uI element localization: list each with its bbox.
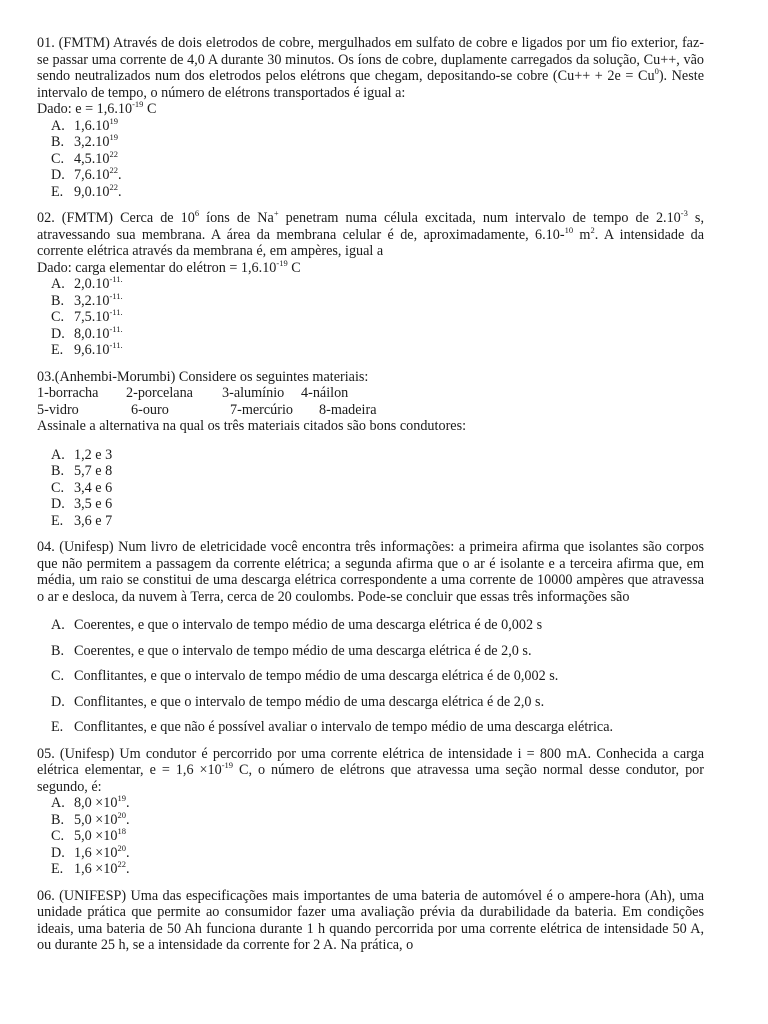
q5-option-d[interactable]: [51, 842, 704, 862]
option-letter: B.: [51, 811, 65, 828]
option-end: .: [117, 167, 122, 183]
material-item: 8-madeira: [319, 401, 377, 418]
q2-option-b[interactable]: [51, 290, 704, 310]
option-letter: E.: [51, 719, 64, 735]
option-text: 5,0 ×10: [74, 828, 118, 844]
q3-option-d[interactable]: [51, 496, 704, 513]
q2-text-2: íons de Na: [199, 210, 274, 226]
option-text: Coerentes, e que o intervalo de tempo médio de uma descarga elétrica é de 0,002 s: [74, 617, 543, 633]
option-letter: C.: [51, 309, 65, 325]
option-exponent: 19: [109, 115, 118, 126]
question-04-stem: 04. (Unifesp) Num livro de eletricidade você encontra três informações: a primeira afirma que isolantes são corpos que não permitem a passagem da corrente elétrica; a segunda afirma que o ar é isolante e a terceira afirma que, em média, um raio se constitui de uma descarga elétrica correspondente a uma corrente de 10000 ampères que atravessa o ar e desloca, da nuvem à Terra, cerca de 20 coulombs. Pode-se concluir que essas três informações são: [37, 539, 704, 605]
q4-option-d[interactable]: [51, 694, 704, 711]
option-letter: C.: [51, 828, 65, 844]
question-05-stem: [37, 746, 704, 796]
question-06-stem: 06. (UNIFESP) Uma das especificações mais importantes de uma bateria de automóvel é o ampere-hora (Ah), uma unidade prática que permite ao consumidor fazer uma avaliação prévia da durabilidade da bateria. Em condições ideais, uma bateria de 50 Ah funciona durante 1 h quando percorrida por uma corrente elétrica de intensidade 50 A, ou durante 25 h, se a intensidade da corrente for 2 A. Na prática, o: [37, 887, 704, 953]
option-text: 8,0 ×10: [74, 795, 118, 811]
q2-sup-3: -3: [680, 208, 688, 218]
question-01-options: [37, 115, 704, 201]
option-text: 1,2 e 3: [74, 446, 113, 463]
option-exponent: 22: [109, 165, 118, 175]
q2-text-5: m: [573, 226, 591, 243]
q2-option-e[interactable]: [51, 342, 704, 359]
option-exponent: -11.: [109, 290, 123, 301]
option-end: .: [117, 183, 122, 200]
q2-sup-1: 6: [194, 208, 200, 218]
option-text: 5,7 e 8: [74, 463, 113, 479]
q5-option-c[interactable]: [51, 828, 704, 845]
question-02-options: [37, 276, 704, 359]
q2-text-1: 02. (FMTM) Cerca de 10: [37, 210, 195, 226]
question-03-options: [37, 447, 704, 530]
option-text: 7,6.10: [74, 167, 110, 183]
q2-text-3: penetram numa célula excitada, num intervalo de tempo de 2.10: [278, 210, 681, 226]
option-text: 3,6 e 7: [74, 512, 113, 529]
material-item: 7-mercúrio: [230, 401, 294, 418]
q1-option-a[interactable]: [51, 115, 704, 135]
option-text: 9,0.10: [74, 183, 110, 200]
option-letter: B.: [51, 463, 65, 479]
option-letter: A.: [51, 617, 65, 633]
option-text: 5,0 ×10: [74, 811, 118, 828]
option-text: Conflitantes, e que o intervalo de tempo médio de uma descarga elétrica é de 2,0 s.: [74, 693, 545, 710]
q4-option-b[interactable]: [51, 643, 704, 660]
option-exponent: 20: [117, 842, 126, 853]
option-letter: D.: [51, 693, 65, 710]
option-letter: D.: [51, 496, 65, 512]
material-item: 3-alumínio: [222, 385, 285, 401]
q2-sup-4: 10: [564, 224, 574, 235]
q2-given-sup: -19: [276, 257, 288, 268]
option-end: .: [125, 861, 130, 877]
q4-option-a[interactable]: [51, 617, 704, 634]
q1-option-d[interactable]: [51, 167, 704, 184]
option-letter: C.: [51, 150, 65, 167]
q4-option-e[interactable]: [51, 719, 704, 736]
option-exponent: 19: [117, 793, 126, 803]
option-letter: C.: [51, 668, 65, 684]
option-exponent: -11.: [109, 274, 123, 284]
option-letter: A.: [51, 276, 65, 292]
q5-text-2: C, o número de elétrons que atravessa uma seção normal desse condutor, por segundo, é:: [37, 762, 704, 795]
option-letter: E.: [51, 342, 64, 358]
question-03-stem: 03.(Anhembi-Morumbi) Considere os seguintes materiais:: [37, 368, 369, 385]
document-page: [37, 35, 704, 964]
option-text: 7,5.10: [74, 309, 110, 325]
option-exponent: -11.: [109, 340, 123, 350]
option-text: 9,6.10: [74, 342, 110, 358]
option-text: 1,6 ×10: [74, 861, 118, 877]
option-exponent: -11.: [109, 323, 123, 334]
q3-option-a[interactable]: [51, 447, 704, 464]
question-02: [37, 210, 704, 359]
q1-text-a: 01. (FMTM) Através de dois eletrodos de cobre, mergulhados em sulfato de cobre e ligados por um fio exterior, faz-se passar uma corrente de 4,0 A durante 30 minutos. Os íons de cobre, duplamente carregados da solução, Cu++, vão sendo neutralizados num dos eletrodos pelos elétrons que chegam, depositando-se cobre (Cu++ + 2e = Cu: [37, 35, 704, 84]
option-letter: A.: [51, 117, 65, 134]
option-text: 1,6 ×10: [74, 844, 118, 861]
q5-option-a[interactable]: [51, 795, 704, 812]
q1-option-e[interactable]: [51, 181, 704, 201]
option-exponent: 22: [109, 148, 118, 159]
option-letter: E.: [51, 512, 64, 529]
q5-sup-1: -19: [221, 760, 234, 770]
q3-option-b[interactable]: [51, 463, 704, 480]
option-exponent: -11.: [109, 307, 123, 317]
question-01: [37, 35, 704, 200]
q1-option-b[interactable]: [51, 134, 704, 151]
question-06: [37, 888, 704, 954]
question-01-stem: [37, 35, 704, 101]
material-item: 5-vidro: [37, 401, 79, 418]
q5-text-1: 05. (Unifesp) Um condutor é percorrido por uma corrente elétrica de intensidade i = 800 mA. Conhecida a carga elétrica elementar, e = 1,6 ×10: [37, 745, 704, 778]
material-item: 4-náilon: [301, 385, 349, 401]
option-end: .: [125, 811, 130, 828]
question-02-given: [37, 257, 704, 277]
option-letter: D.: [51, 167, 65, 183]
question-04: [37, 539, 704, 736]
question-03-prompt: Assinale a alternativa na qual os três materiais citados são bons condutores:: [37, 418, 467, 434]
option-end: .: [125, 795, 130, 811]
q2-given-end: C: [287, 259, 301, 276]
option-text: 3,2.10: [74, 292, 110, 309]
q1-option-c[interactable]: [51, 148, 704, 168]
option-text: 3,2.10: [74, 134, 110, 150]
q2-sup-5: 2: [590, 224, 595, 235]
option-letter: A.: [51, 795, 65, 811]
option-letter: E.: [51, 183, 64, 200]
option-text: Coerentes, e que o intervalo de tempo médio de uma descarga elétrica é de 2,0 s.: [74, 642, 532, 659]
option-text: Conflitantes, e que o intervalo de tempo médio de uma descarga elétrica é de 0,002 s.: [74, 668, 559, 684]
option-exponent: 19: [109, 132, 118, 142]
option-exponent: 22: [109, 181, 118, 192]
option-end: .: [125, 844, 130, 861]
materials-row-2: [37, 402, 704, 419]
question-05-options: [37, 795, 704, 878]
option-exponent: 22: [117, 859, 126, 869]
option-text: 4,5.10: [74, 150, 110, 167]
q1-sup: 0: [654, 66, 659, 76]
q2-given-text: Dado: carga elementar do elétron = 1,6.10: [37, 259, 277, 276]
q2-text-4: s, atravessando sua membrana. A área da membrana celular é de, aproximadamente, 6.10-: [37, 210, 704, 243]
q5-option-e[interactable]: [51, 861, 704, 878]
q3-option-e[interactable]: [51, 513, 704, 530]
option-exponent: 20: [117, 809, 126, 820]
question-02-stem: [37, 210, 704, 260]
option-text: 8,0.10: [74, 325, 110, 342]
q2-option-a[interactable]: [51, 276, 704, 293]
option-letter: C.: [51, 479, 65, 496]
option-text: 3,4 e 6: [74, 479, 113, 496]
option-letter: B.: [51, 292, 65, 309]
q4-option-c[interactable]: [51, 668, 704, 685]
q2-sup-2: +: [273, 208, 279, 218]
option-text: Conflitantes, e que não é possível avaliar o intervalo de tempo médio de uma descarga elétrica.: [74, 719, 614, 735]
option-letter: D.: [51, 325, 65, 342]
q1-given-end: C: [143, 101, 157, 117]
option-letter: E.: [51, 861, 64, 877]
question-03: [37, 369, 704, 530]
q1-given-text: Dado: e = 1,6.10: [37, 101, 133, 117]
q1-text-b: ). Neste intervalo de tempo, o número de elétrons transportados é igual a:: [37, 68, 704, 101]
option-letter: B.: [51, 134, 65, 150]
material-item: 1-borracha: [37, 385, 99, 401]
option-letter: A.: [51, 446, 65, 463]
option-text: 1,6.10: [74, 117, 110, 134]
option-letter: D.: [51, 844, 65, 861]
question-05: [37, 746, 704, 878]
question-04-options: [37, 617, 704, 736]
q2-option-c[interactable]: [51, 309, 704, 326]
option-text: 2,0.10: [74, 276, 110, 292]
material-item: 2-porcelana: [126, 385, 193, 401]
materials-row-1: [37, 385, 704, 402]
option-text: 3,5 e 6: [74, 496, 113, 512]
option-letter: B.: [51, 642, 65, 659]
q2-option-d[interactable]: [51, 323, 704, 343]
material-item: 6-ouro: [131, 401, 169, 418]
q2-text-6: . A intensidade da corrente elétrica através da membrana é, em ampères, igual a: [37, 226, 704, 259]
q5-option-b[interactable]: [51, 809, 704, 829]
question-01-given: [37, 101, 704, 118]
q1-given-sup: -19: [132, 99, 144, 109]
option-exponent: 18: [117, 826, 126, 836]
q3-option-c[interactable]: [51, 480, 704, 497]
